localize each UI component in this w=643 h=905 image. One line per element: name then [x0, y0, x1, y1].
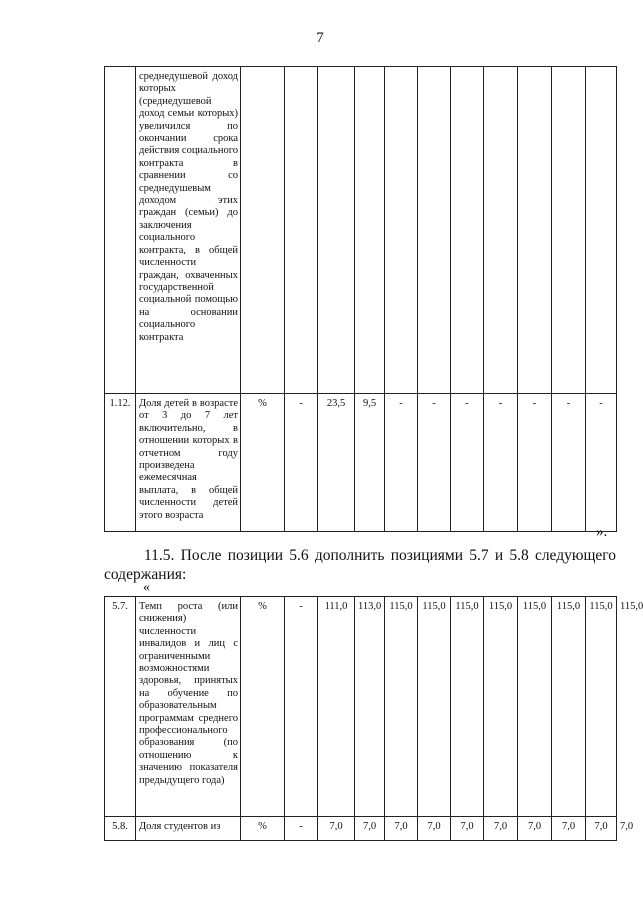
value-cell [355, 67, 385, 394]
value-cell: 7,0 [355, 817, 385, 841]
page-number: 7 [316, 30, 324, 46]
unit-cell: % [241, 597, 285, 817]
indicator-name: среднедушевой доход которых (среднедушевой доход семьи которых) увеличился по окончании срока действия социального контракта в сравнении со среднедушевым доходом этих граждан (семьи) до заключения социального контракта, в общей численности граждан, охваченных государственной социальной помощью на основании социального контракта [136, 67, 241, 394]
unit-cell: % [241, 394, 285, 532]
value-cell [385, 67, 418, 394]
value-cell: 7,0 [451, 817, 484, 841]
value-cell: 113,0 [355, 597, 385, 817]
value-cell: - [552, 394, 586, 532]
value-cell: - [385, 394, 418, 532]
value-cell [552, 67, 586, 394]
value-cell: 7,0 [586, 817, 617, 841]
value-cell [285, 67, 318, 394]
indicator-name: Доля детей в возрасте от 3 до 7 лет включительно, в отношении которых в отчетном году произведена ежемесячная выплата, в общей численности детей этого возраста [136, 394, 241, 532]
value-cell: - [285, 817, 318, 841]
value-cell: 23,5 [318, 394, 355, 532]
value-cell: - [451, 394, 484, 532]
value-cell: 111,0 [318, 597, 355, 817]
value-cell: 7,0 [318, 817, 355, 841]
value-cell: - [285, 597, 318, 817]
value-cell: - [586, 394, 617, 532]
value-cell [318, 67, 355, 394]
value-cell: 7,0 [518, 817, 552, 841]
value-cell: 115,0 [451, 597, 484, 817]
closing-quote: ». [596, 524, 608, 540]
value-cell: 115,0 [484, 597, 518, 817]
value-cell: 7,0 [418, 817, 451, 841]
value-cell: 115,0 [586, 597, 617, 817]
value-cell: 7,0 [385, 817, 418, 841]
unit-cell: % [241, 817, 285, 841]
value-cell [518, 67, 552, 394]
value-cell [451, 67, 484, 394]
indicator-name: Доля студентов из [136, 817, 241, 841]
amendment-paragraph-continuation: содержания: [104, 566, 187, 583]
value-cell: 7,0 [484, 817, 518, 841]
row-number [105, 67, 136, 394]
row-number: 5.8. [105, 817, 136, 841]
opening-quote: « [143, 580, 150, 595]
value-cell: 115,0 [418, 597, 451, 817]
unit-cell [241, 67, 285, 394]
row-number: 5.7. [105, 597, 136, 817]
value-cell: - [518, 394, 552, 532]
value-cell: 7,0 [552, 817, 586, 841]
table-row: 5.7. Темп роста (или снижения) численности инвалидов и лиц с ограниченными возможностями здоровья, принятых на обучение по образовательным программам среднего профессионального образования (по отношению к значению показателя предыдущего года) % - 111,0 113,0 115,0 115,0 115,0 115,0 115,0 115,0 115,0 115,0 [105, 597, 617, 817]
value-cell: - [285, 394, 318, 532]
table-row [105, 67, 617, 394]
value-cell: 115,0 [385, 597, 418, 817]
value-cell [418, 67, 451, 394]
value-cell [586, 67, 617, 394]
value-cell [484, 67, 518, 394]
table-row: 5.8. Доля студентов из % - 7,0 7,0 7,0 7,0 7,0 7,0 7,0 7,0 7,0 7,0 [105, 817, 617, 841]
value-cell: - [418, 394, 451, 532]
value-cell: - [484, 394, 518, 532]
value-cell: 115,0 [552, 597, 586, 817]
value-cell: 9,5 [355, 394, 385, 532]
row-number: 1.12. [105, 394, 136, 532]
table-row [105, 394, 617, 532]
indicator-table-top [104, 66, 617, 532]
amendment-paragraph: 11.5. После позиции 5.6 дополнить позициями 5.7 и 5.8 следующего [144, 547, 616, 564]
indicator-table-bottom [104, 596, 643, 841]
value-cell: 115,0 [518, 597, 552, 817]
indicator-name: Темп роста (или снижения) численности инвалидов и лиц с ограниченными возможностями здоровья, принятых на обучение по образовательным программам среднего профессионального образования (по отношению к значению показателя предыдущего года) [136, 597, 241, 817]
